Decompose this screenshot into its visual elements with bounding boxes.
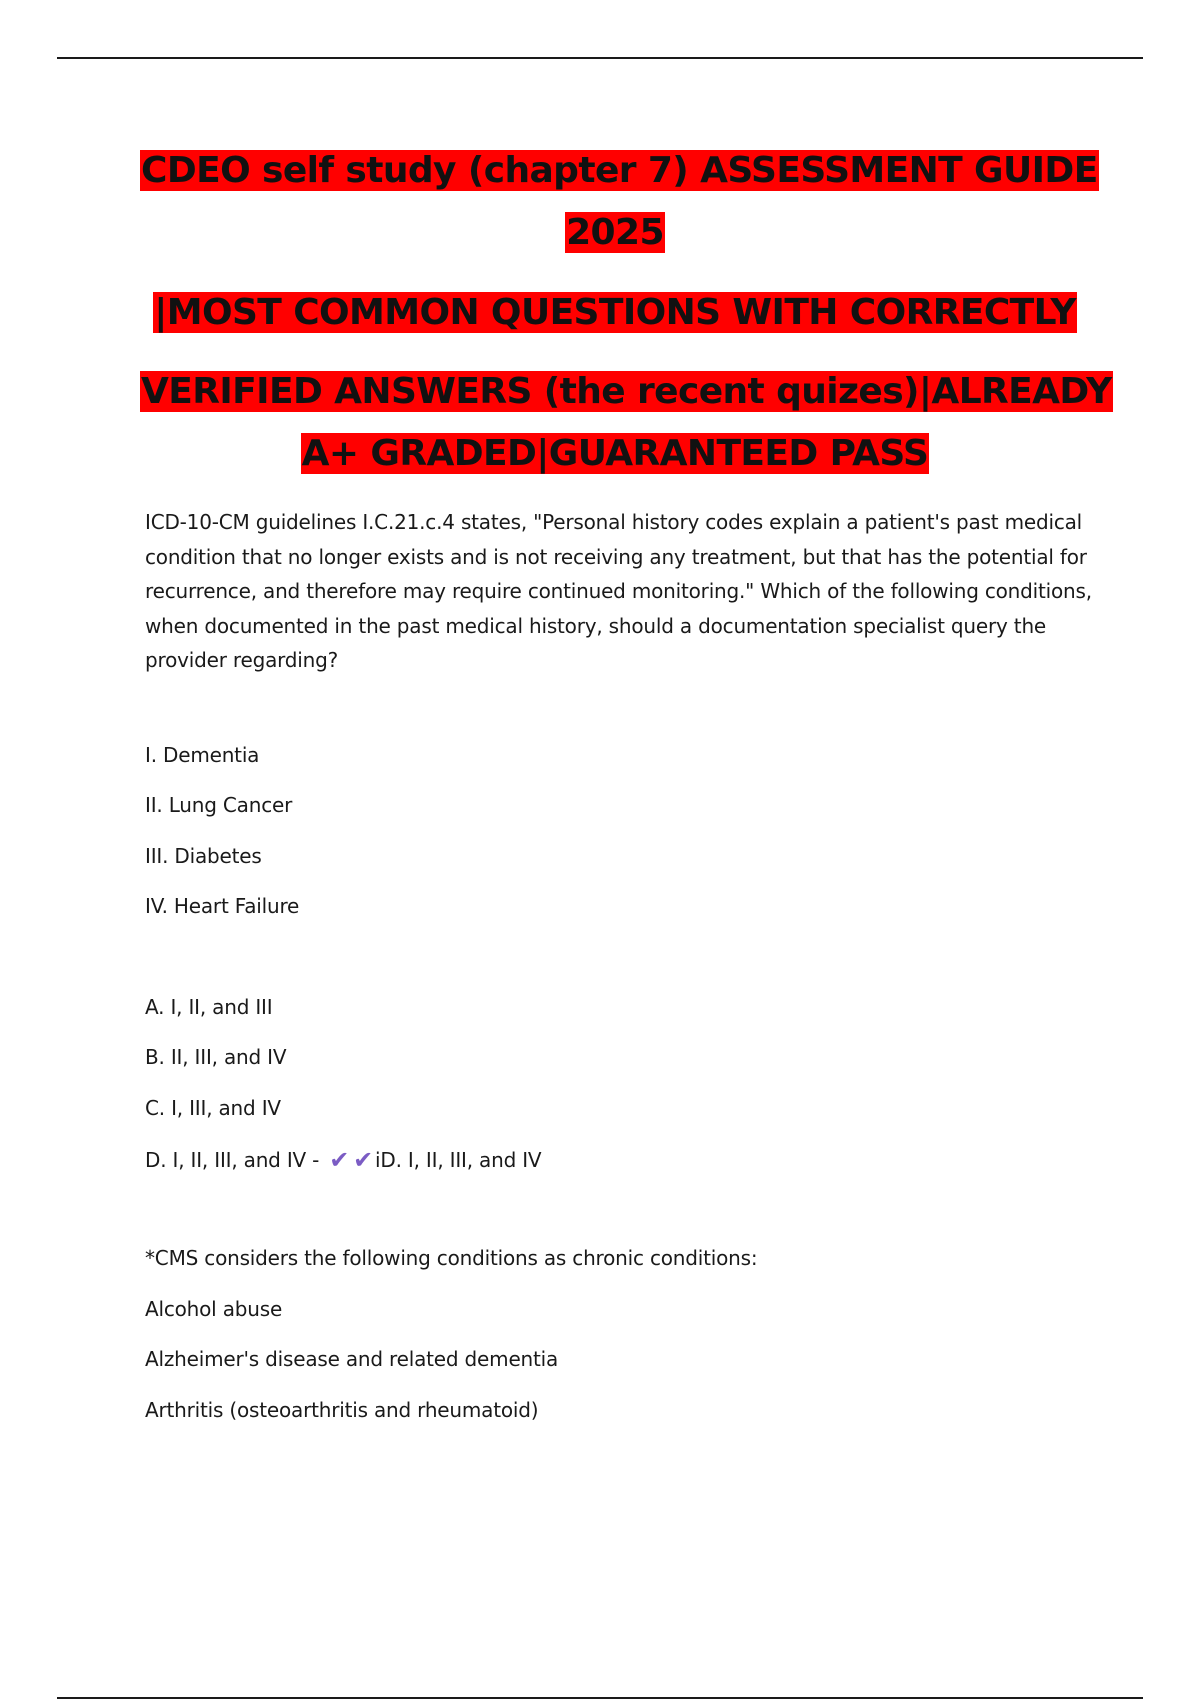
condition-item: III. Diabetes [145,843,262,868]
answer-verified-text: iD. I, II, III, and IV [375,1148,542,1172]
answer-option-d: D. I, II, III, and IV - [145,1148,320,1172]
condition-item: I. Dementia [145,742,260,767]
question-text: ICD-10-CM guidelines I.C.21.c.4 states, "Personal history codes explain a patient's past medical condition that no longer exists and is not receiving any treatment, but that has the potential for recurrence, and therefore may require continued monitoring." Which of the following conditions, when documented in the past medical history, should a documentation specialist query the provider regarding? [145,510,1092,672]
condition-items [145,742,1095,947]
title-line-5: A+ GRADED|GUARANTEED PASS [301,433,929,474]
answer-option-a: A. I, II, and III [145,994,273,1019]
chronic-condition: Alzheimer's disease and related dementia [145,1347,559,1371]
bottom-rule [57,1697,1143,1699]
title-line-2: 2025 [566,212,664,253]
document-title [140,140,1112,485]
title-line-1: CDEO self study (chapter 7) ASSESSMENT GUIDE [141,150,1098,191]
answer-option-b: B. II, III, and IV [145,1045,287,1069]
cms-section [145,1248,1095,1450]
title-line-3: |MOST COMMON QUESTIONS WITH CORRECTLY [154,292,1076,333]
chronic-condition: Alcohol abuse [145,1296,283,1321]
cms-heading: *CMS considers the following conditions as chronic conditions: [145,1246,758,1270]
condition-item: II. Lung Cancer [145,793,293,817]
correct-answer [145,1148,1095,1198]
chronic-condition: Arthritis (osteoarthritis and rheumatoid) [145,1397,539,1422]
condition-item: IV. Heart Failure [145,894,300,918]
top-rule [57,57,1143,59]
document-body [145,505,1095,1450]
check-icon: ✔ [353,1146,374,1174]
answer-option-c: C. I, III, and IV [145,1095,281,1120]
title-line-4: VERIFIED ANSWERS (the recent quizes)|ALREADY [141,371,1112,412]
check-icon: ✔ [329,1146,350,1174]
answer-options [145,994,1095,1199]
